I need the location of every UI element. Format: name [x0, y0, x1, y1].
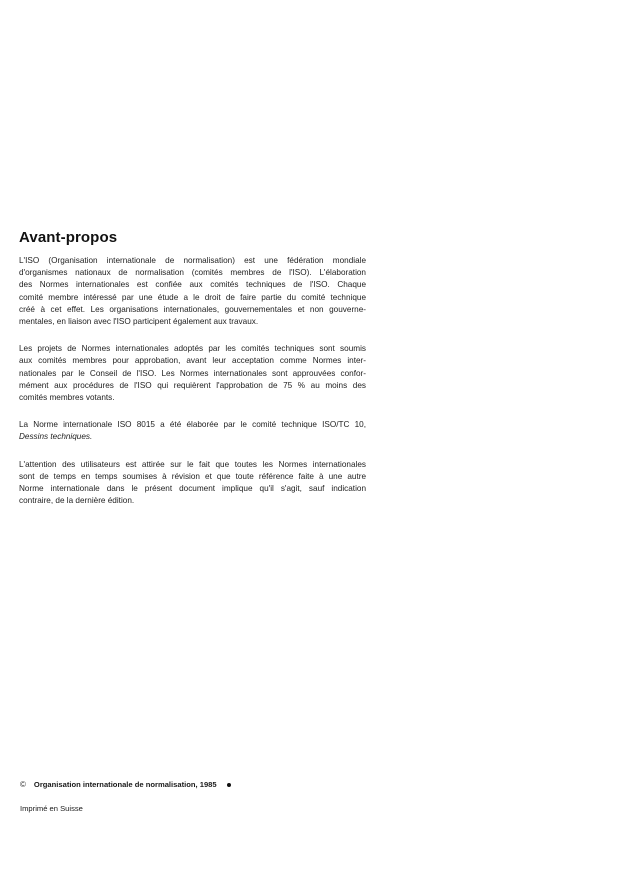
text-line: L'ISO (Organisation internationale de normalisation) est une fédération mondiale [19, 256, 366, 265]
text-line: comité membre intéressé par une étude a le droit de faire partie du comité technique [19, 292, 366, 302]
committee-title: Dessins techniques. [19, 432, 93, 442]
text-line: mentales, en liaison avec l'ISO participent également aux travaux. [19, 317, 259, 327]
foreword-section [19, 229, 366, 522]
paragraph-draft-standards [19, 343, 366, 404]
text-line: contraire, de la dernière édition. [19, 496, 135, 506]
text-line: mément aux procédures de l'ISO qui requièrent l'approbation de 75 % au moins des [19, 380, 366, 390]
paragraph-iso-intro [19, 255, 366, 328]
paragraph-revision-notice [19, 459, 366, 508]
page-footer [20, 780, 380, 813]
text-line: Norme internationale dans le présent document implique qu'il s'agit, sauf indication [19, 484, 366, 494]
text-line: La Norme internationale ISO 8015 a été élaborée par le comité technique ISO/TC 10, [19, 420, 366, 430]
page-title: Avant-propos [19, 229, 118, 246]
text-line: créé à cet effet. Les organisations internationales, gouvernementales et non gouverne- [19, 304, 366, 314]
paragraph-iso-8015 [19, 419, 366, 443]
copyright-text: Organisation internationale de normalisation, 1985 [33, 780, 217, 789]
text-line: L'attention des utilisateurs est attirée sur le fait que toutes les Normes internationales [19, 459, 366, 469]
text-line: comités membres votants. [19, 393, 115, 403]
text-line: sont de temps en temps soumises à révision et que toute référence faite à une autre [19, 471, 366, 481]
text-line: nationales par le Conseil de l'ISO. Les Normes internationales sont approuvées confor- [19, 368, 366, 378]
text-line: aux comités membres pour approbation, avant leur acceptation comme Normes inter- [19, 356, 366, 366]
copyright-icon: © [20, 780, 26, 789]
text-line-italic [19, 431, 366, 443]
text-line: Les projets de Normes internationales adoptés par les comités techniques sont soumis [19, 344, 366, 354]
text-line: des Normes internationales est confiée aux comités techniques de l'ISO. Chaque [19, 280, 366, 290]
text-line: d'organismes nationaux de normalisation (comités membres de l'ISO). L'élaboration [19, 268, 366, 278]
printed-in-label: Imprimé en Suisse [20, 804, 83, 813]
bullet-icon [227, 783, 231, 787]
copyright-line [20, 780, 380, 789]
